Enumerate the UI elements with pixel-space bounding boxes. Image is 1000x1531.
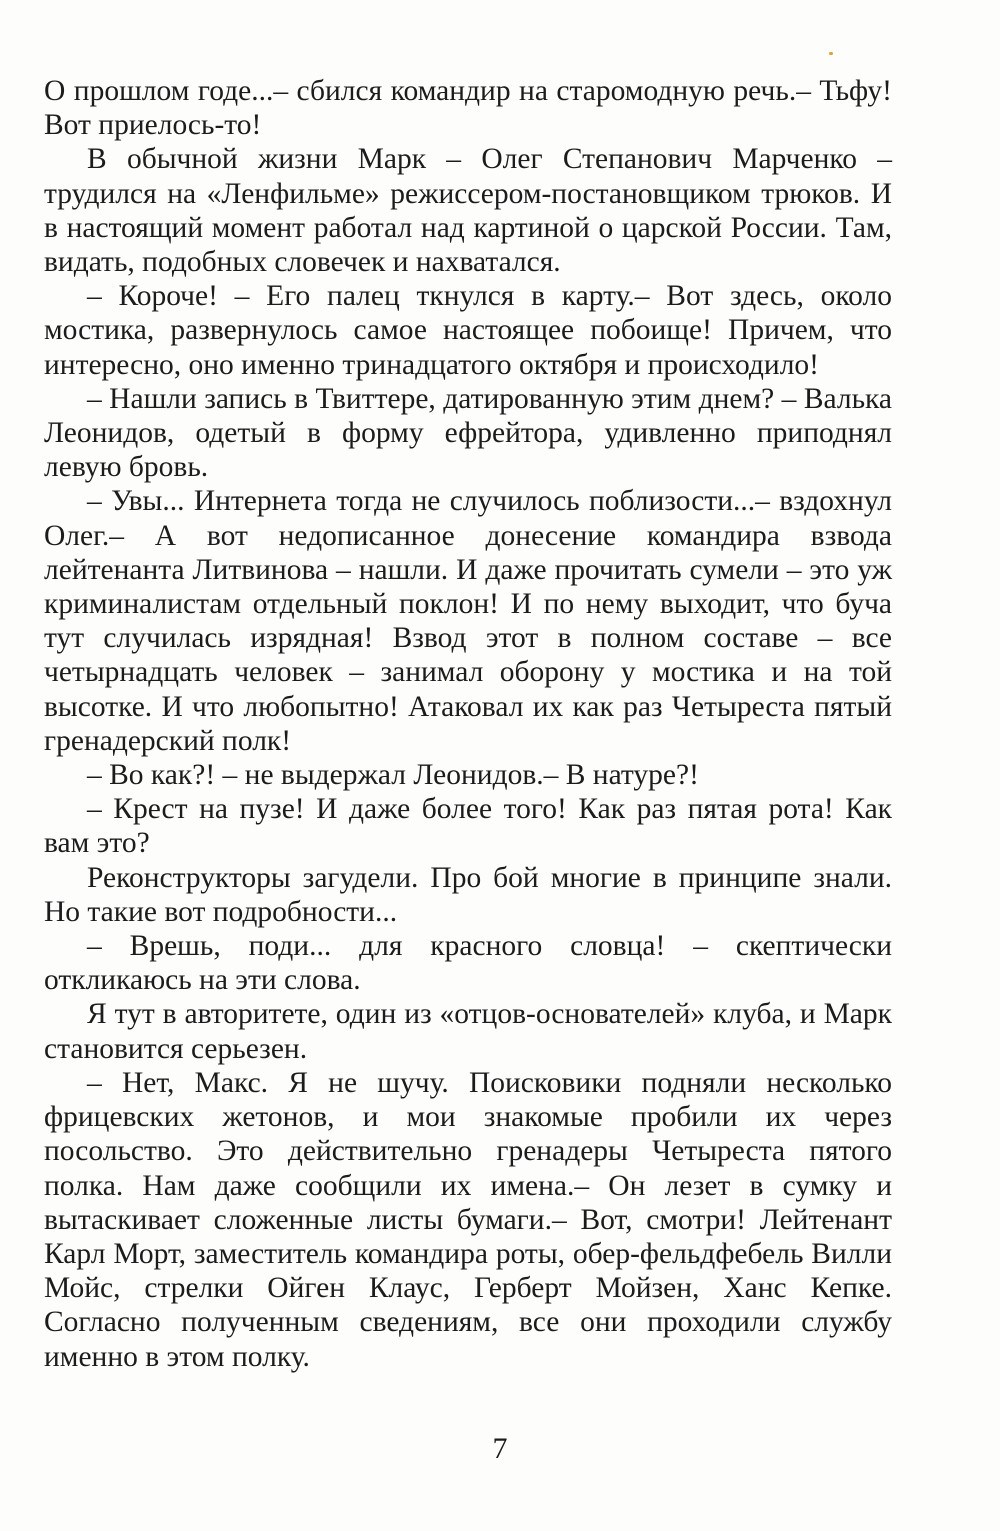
- page-number: 7: [492, 1432, 508, 1465]
- paragraph-2: В обычной жизни Марк – Олег Степанович Марченко – трудился на «Ленфильме» режиссером-постановщиком трюков. И в настоящий момент работал над картиной о царской России. Там, видать, подобных словечек и нахватался.: [44, 143, 892, 279]
- paragraph-11: – Нет, Макс. Я не шучу. Поисковики подняли несколько фрицевских жетонов, и мои знакомые пробили их через посольство. Это действительно гренадеры Четыреста пятого полка. Нам даже сообщили их имена.– Он лезет в сумку и вытаскивает сложенные листы бумаги.– Вот, смотри! Лейтенант Карл Морт, заместитель командира роты, обер-фельдфебель Вилли Мойс, стрелки Ойген Клаус, Герберт Мойзен, Ханс Кепке. Согласно полученным сведениям, все они проходили службу именно в этом полку.: [44, 1066, 892, 1373]
- paragraph-8: Реконструкторы загудели. Про бой многие в принципе знали. Но такие вот подробности...: [44, 861, 892, 928]
- paragraph-6: – Во как?! – не выдержал Леонидов.– В натуре?!: [87, 759, 699, 792]
- body-text: [44, 74, 892, 1374]
- paragraph-1: О прошлом годе...– сбился командир на старомодную речь.– Тьфу! Вот приелось-то!: [44, 75, 892, 142]
- paragraph-10: Я тут в авторитете, один из «отцов-основателей» клуба, и Марк становится серьезен.: [44, 998, 892, 1065]
- paragraph-4: – Нашли запись в Твиттере, датированную этим днем? – Валька Леонидов, одетый в форму ефрейтора, удивленно приподнял левую бровь.: [44, 382, 892, 484]
- paper-speck: [829, 52, 833, 55]
- paragraph-7: – Крест на пузе! И даже более того! Как раз пятая рота! Как вам это?: [44, 793, 892, 860]
- paragraph-5: – Увы... Интернета тогда не случилось поблизости...– вздохнул Олег.– А вот недописанное донесение командира взвода лейтенанта Литвинова – нашли. И даже прочитать сумели – это уж криминалистам отдельный поклон! И по нему выходит, что буча тут случилась изрядная! Взвод этот в полном составе – все четырнадцать человек – занимал оборону у мостика и на той высотке. И что любопытно! Атаковал их как раз Четыреста пятый гренадерский полк!: [44, 485, 892, 757]
- paragraph-3: – Короче! – Его палец ткнулся в карту.– Вот здесь, около мостика, развернулось самое настоящее побоище! Причем, что интересно, оно именно тринадцатого октября и происходило!: [44, 280, 892, 381]
- paragraph-9: – Врешь, поди... для красного словца! – скептически откликаюсь на эти слова.: [44, 930, 892, 997]
